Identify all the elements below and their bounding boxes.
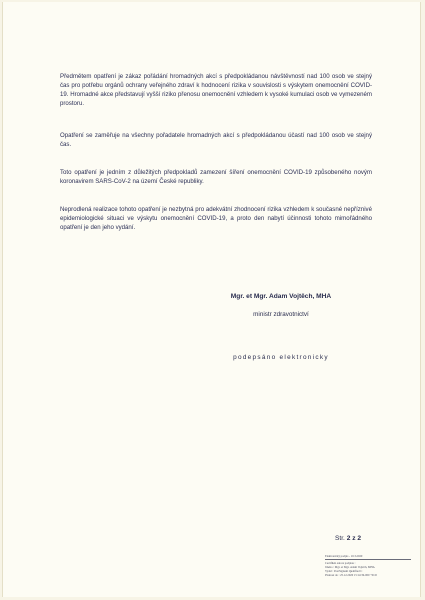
page-number-current: 2 [346,535,351,542]
electronic-signature-stamp [325,554,411,577]
page-number-separator: z [352,535,356,542]
stamp-line: Vydal : PostSignum Qualified C [325,569,363,573]
paragraph-subject: Předmětem opatření je zákaz pořádání hromadných akcí s předpokládanou návštěvností nad 100 osob ve stejný čas pro potřebu orgánů ochrany veřejného zdraví k hodnocení rizika v souvislosti s výskytem onemocnění COVID-19. Hromadné akce představují vyšší riziko přenosu onemocnění vzhledem k vysoké kumulaci osob ve vymezeném prostoru. [60,73,372,107]
stamp-line: Certifikát autora podpisu : [325,561,356,565]
signed-electronically-note: podepsáno elektronicky [233,354,329,361]
stamp-divider [325,559,411,560]
signatory-role: ministr zdravotnictví [253,311,309,318]
paragraph-scope: Opatření se zaměřuje na všechny pořadatele hromadných akcí s předpokládanou účastí nad 100 osob ve stejný čas. [60,132,372,148]
page-number-prefix: Str. [335,535,345,542]
stamp-line: Platnost do : 25.12.2020 15:14:39-000 +01:0 [325,573,377,577]
page-number-total: 2 [357,535,362,542]
stamp-line: Elektronický podpis - 10.3.2020 [325,554,363,558]
paragraph-urgency: Neprodlená realizace tohoto opatření je nezbytná pro adekvátní zhodnocení rizika vzhledem k současné nepříznivé epidemiologické situaci ve výskytu onemocnění COVID-19, a proto den nabytí účinnosti tohoto mimořádného opatření je den jeho vydání. [60,206,372,231]
paragraph-purpose: Toto opatření je jedním z důležitých předpokladů zamezení šíření onemocnění COVID-19 způsobeného novým koronavirem SARS-CoV-2 na území České republiky. [60,169,372,185]
document-page [2,2,421,597]
stamp-line: Jméno : Mgr. et Mgr. Adam Vojtěch, MHA [325,565,375,569]
signatory-name: Mgr. et Mgr. Adam Vojtěch, MHA [230,293,332,300]
page-number [335,535,361,542]
